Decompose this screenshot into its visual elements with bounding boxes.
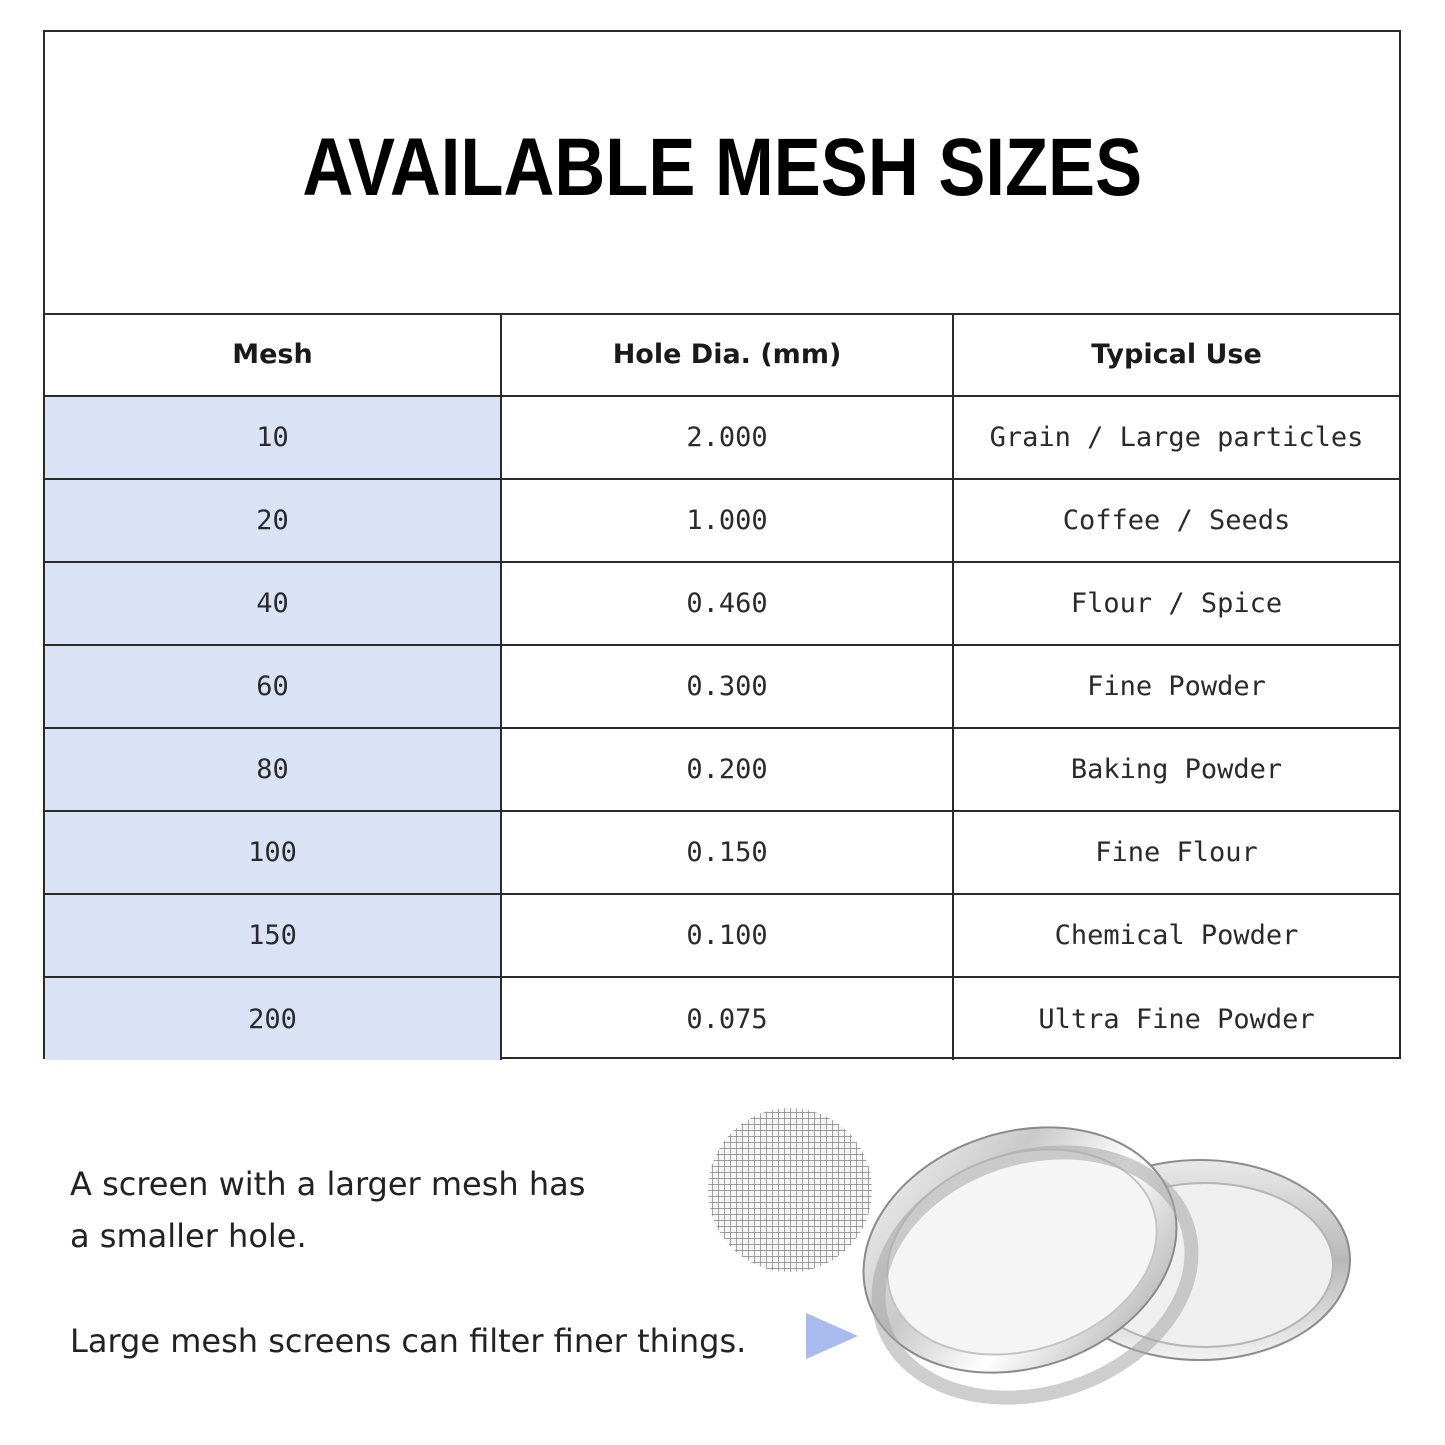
mesh-size-chart — [43, 30, 1401, 1059]
typical-use-cell: Flour / Spice — [953, 562, 1399, 645]
hole-dia-cell: 1.000 — [501, 479, 953, 562]
hole-dia-cell: 0.300 — [501, 645, 953, 728]
mesh-cell: 100 — [45, 811, 501, 894]
typical-use-cell: Ultra Fine Powder — [953, 977, 1399, 1060]
hole-dia-cell: 0.150 — [501, 811, 953, 894]
column-header-hole-dia: Hole Dia. (mm) — [501, 313, 953, 396]
mesh-table — [45, 313, 1399, 1060]
mesh-cell: 60 — [45, 645, 501, 728]
title-box — [45, 32, 1399, 315]
table-row — [45, 811, 1399, 894]
typical-use-cell: Chemical Powder — [953, 894, 1399, 977]
typical-use-cell: Fine Powder — [953, 645, 1399, 728]
column-header-mesh: Mesh — [45, 313, 501, 396]
note-line-2: a smaller hole. — [70, 1217, 307, 1255]
note-line-1: A screen with a larger mesh has — [70, 1165, 586, 1203]
mesh-closeup-icon — [708, 1108, 872, 1272]
table-row — [45, 728, 1399, 811]
hole-dia-cell: 0.460 — [501, 562, 953, 645]
hole-dia-cell: 0.100 — [501, 894, 953, 977]
hole-dia-cell: 2.000 — [501, 396, 953, 479]
typical-use-cell: Grain / Large particles — [953, 396, 1399, 479]
note-line-3: Large mesh screens can filter finer things. — [70, 1322, 747, 1360]
typical-use-cell: Baking Powder — [953, 728, 1399, 811]
mesh-cell: 150 — [45, 894, 501, 977]
mesh-cell: 40 — [45, 562, 501, 645]
mesh-cell: 10 — [45, 396, 501, 479]
table-row — [45, 479, 1399, 562]
table-row — [45, 396, 1399, 479]
table-row — [45, 977, 1399, 1060]
typical-use-cell: Coffee / Seeds — [953, 479, 1399, 562]
table-header-row — [45, 313, 1399, 396]
typical-use-cell: Fine Flour — [953, 811, 1399, 894]
mesh-cell: 200 — [45, 977, 501, 1060]
table-row — [45, 645, 1399, 728]
front-sieve-icon — [831, 1100, 1223, 1437]
mesh-cell: 20 — [45, 479, 501, 562]
table-row — [45, 894, 1399, 977]
hole-dia-cell: 0.200 — [501, 728, 953, 811]
table-row — [45, 562, 1399, 645]
hole-dia-cell: 0.075 — [501, 977, 953, 1060]
sieve-illustration — [700, 1100, 1400, 1440]
mesh-cell: 80 — [45, 728, 501, 811]
column-header-typical-use: Typical Use — [953, 313, 1399, 396]
page-title: AVAILABLE MESH SIZES — [302, 121, 1142, 213]
